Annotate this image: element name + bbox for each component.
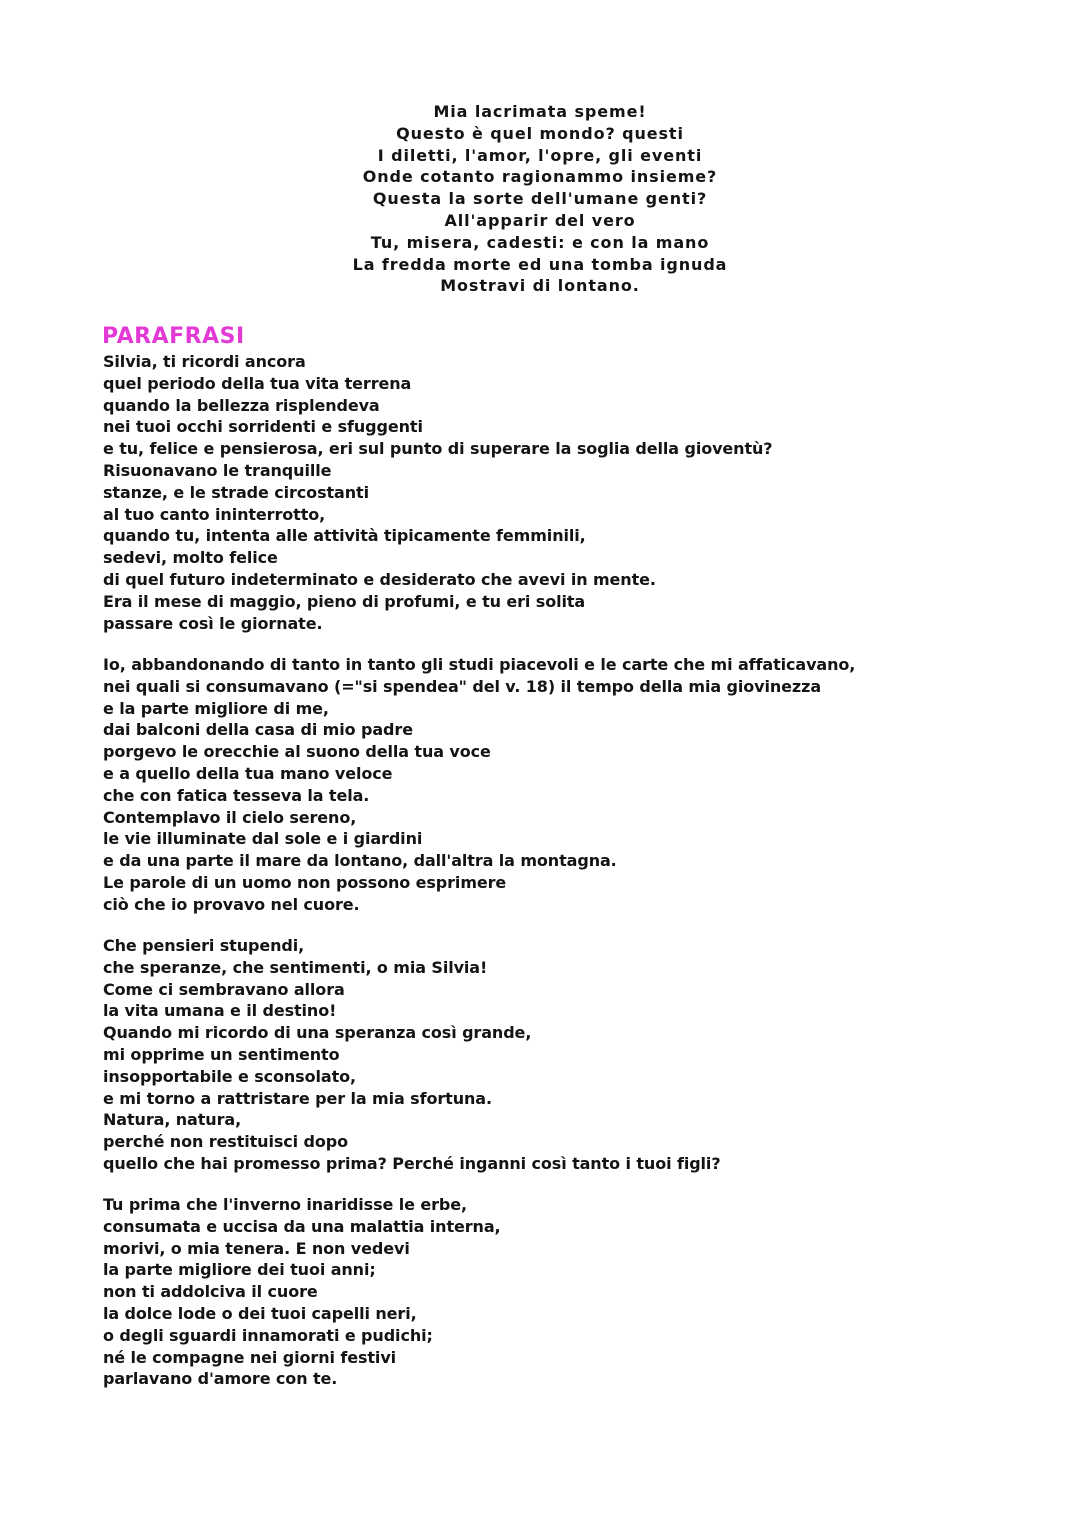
paraphrase-line: nei tuoi occhi sorridenti e sfuggenti <box>103 417 423 437</box>
poem-excerpt <box>240 101 840 297</box>
paraphrase-line: la dolce lode o dei tuoi capelli neri, <box>103 1303 417 1323</box>
paraphrase-line: né le compagne nei giorni festivi <box>103 1347 397 1367</box>
paraphrase-line: e la parte migliore di me, <box>103 698 329 718</box>
paraphrase-line: nei quali si consumavano (="si spendea" del v. 18) il tempo della mia giovinezza <box>103 676 822 696</box>
poem-line: Questa la sorte dell'umane genti? <box>372 189 708 209</box>
paraphrase-line: mi opprime un sentimento <box>103 1044 340 1064</box>
poem-line: Mia lacrimata speme! <box>433 102 647 121</box>
paraphrase-line: Silvia, ti ricordi ancora <box>103 352 306 371</box>
paraphrase-line: non ti addolciva il cuore <box>103 1282 318 1302</box>
paraphrase-line: Era il mese di maggio, pieno di profumi, e tu eri solita <box>103 591 586 611</box>
paraphrase-line: che con fatica tesseva la tela. <box>103 785 370 805</box>
paraphrase-stanza-2 <box>103 654 1003 916</box>
paraphrase-line: Tu prima che l'inverno inaridisse le erbe, <box>103 1195 467 1214</box>
paraphrase-line: le vie illuminate dal sole e i giardini <box>103 829 423 849</box>
paraphrase-line: che speranze, che sentimenti, o mia Silvia! <box>103 957 488 977</box>
paraphrase-line: Natura, natura, <box>103 1110 242 1130</box>
paraphrase-line: la vita umana e il destino! <box>103 1001 337 1021</box>
paraphrase-line: quando la bellezza risplendeva <box>103 395 380 415</box>
paraphrase-line: di quel futuro indeterminato e desiderato che avevi in mente. <box>103 569 656 589</box>
paraphrase-line: al tuo canto ininterrotto, <box>103 504 326 524</box>
paraphrase-line: o degli sguardi innamorati e pudichi; <box>103 1325 433 1345</box>
paraphrase-line: Le parole di un uomo non possono esprimere <box>103 872 507 892</box>
paraphrase-line: Io, abbandonando di tanto in tanto gli studi piacevoli e le carte che mi affaticavano, <box>103 655 856 674</box>
poem-line: I diletti, l'amor, l'opre, gli eventi <box>377 145 703 165</box>
paraphrase-line: e a quello della tua mano veloce <box>103 763 393 783</box>
paraphrase-line: Quando mi ricordo di una speranza così grande, <box>103 1023 532 1043</box>
poem-line: Questo è quel mondo? questi <box>396 123 684 143</box>
section-heading-parafrasi: PARAFRASI <box>102 324 245 349</box>
paraphrase-line: passare così le giornate. <box>103 613 323 633</box>
paraphrase-line: Risuonavano le tranquille <box>103 460 332 480</box>
poem-line: Onde cotanto ragionammo insieme? <box>362 167 718 187</box>
paraphrase-line: Come ci sembravano allora <box>103 979 345 999</box>
paraphrase-line: e da una parte il mare da lontano, dall'altra la montagna. <box>103 851 617 871</box>
paraphrase-line: consumata e uccisa da una malattia interna, <box>103 1216 501 1236</box>
paraphrase-line: sedevi, molto felice <box>103 548 278 568</box>
paraphrase-line: perché non restituisci dopo <box>103 1132 349 1152</box>
paraphrase-line: parlavano d'amore con te. <box>103 1369 338 1389</box>
paraphrase-line: Che pensieri stupendi, <box>103 936 305 955</box>
paraphrase-line: porgevo le orecchie al suono della tua voce <box>103 742 491 762</box>
paraphrase-line: e mi torno a rattristare per la mia sfortuna. <box>103 1088 492 1108</box>
paraphrase-line: dai balconi della casa di mio padre <box>103 720 413 740</box>
paraphrase-stanza-4 <box>103 1194 1003 1390</box>
paraphrase-line: e tu, felice e pensierosa, eri sul punto di superare la soglia della gioventù? <box>103 439 773 459</box>
poem-line: Tu, misera, cadesti: e con la mano <box>370 232 710 252</box>
paraphrase-line: quel periodo della tua vita terrena <box>103 373 412 393</box>
paraphrase-line: quello che hai promesso prima? Perché inganni così tanto i tuoi figli? <box>103 1153 721 1173</box>
paraphrase-stanza-1 <box>103 351 1003 634</box>
paraphrase-line: la parte migliore dei tuoi anni; <box>103 1260 376 1280</box>
paraphrase-line: stanze, e le strade circostanti <box>103 482 369 502</box>
poem-line: All'apparir del vero <box>444 210 636 230</box>
paraphrase-line: Contemplavo il cielo sereno, <box>103 807 357 827</box>
paraphrase-line: ciò che io provavo nel cuore. <box>103 894 360 914</box>
paraphrase-line: quando tu, intenta alle attività tipicamente femminili, <box>103 526 586 546</box>
paraphrase-stanza-3 <box>103 935 1003 1175</box>
paraphrase-line: insopportabile e sconsolato, <box>103 1066 356 1086</box>
paraphrase-line: morivi, o mia tenera. E non vedevi <box>103 1238 410 1258</box>
poem-line: La fredda morte ed una tomba ignuda <box>352 254 728 274</box>
poem-line: Mostravi di lontano. <box>440 276 640 296</box>
